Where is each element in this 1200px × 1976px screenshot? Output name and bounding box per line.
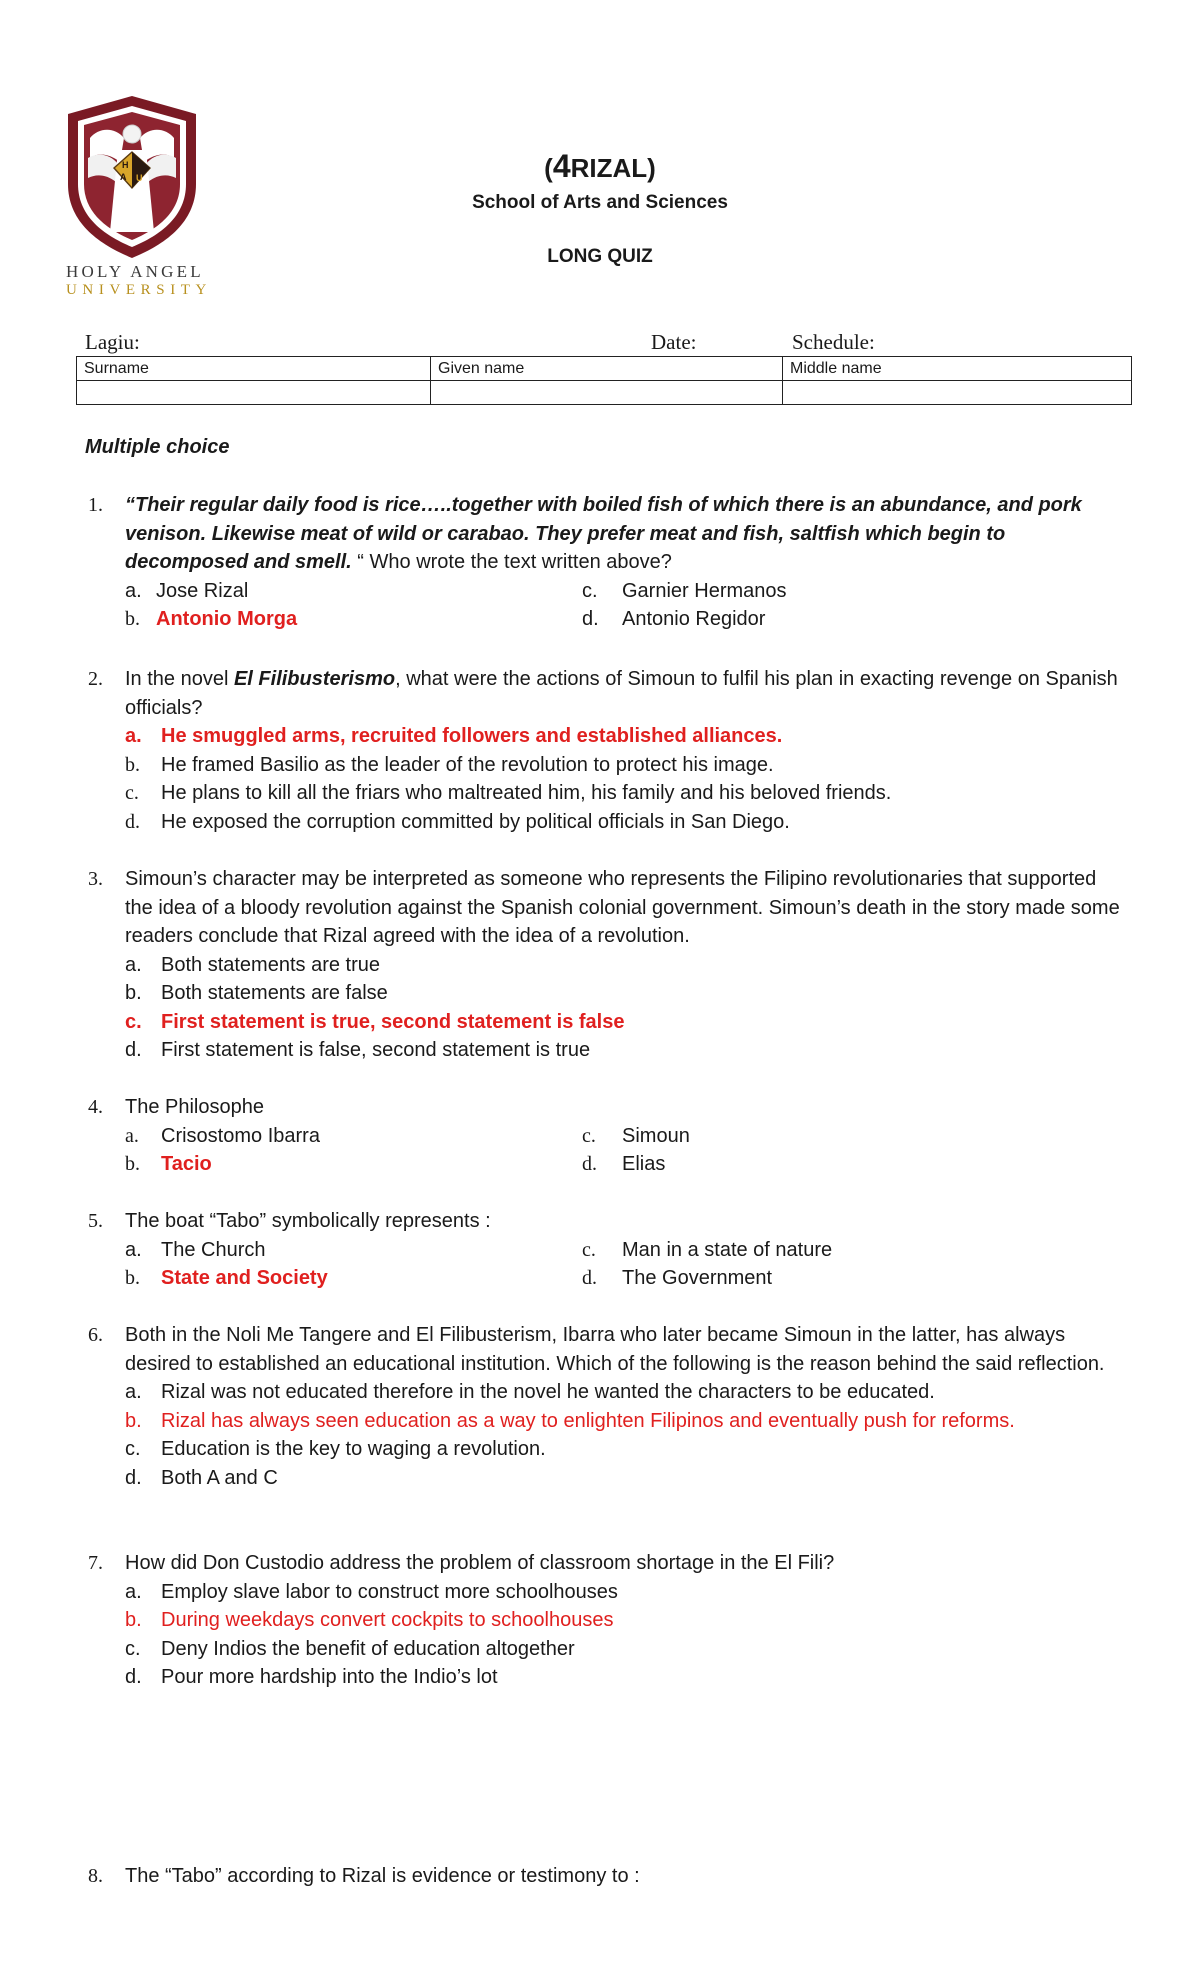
option-letter: c. <box>125 1438 141 1460</box>
question-1 <box>0 491 1200 634</box>
quiz-type: LONG QUIZ <box>547 246 653 267</box>
option-letter: c. <box>125 1637 141 1660</box>
title-number: 4 <box>552 148 571 184</box>
option-row <box>0 751 1200 780</box>
question-quote: “Their regular daily food is rice…..together with boiled fish of which there is an abundance, and pork venison. Likewise meat of wild or carabao. They prefer meat and fish, saltfish which begin to decomposed and smell. <box>125 494 1082 573</box>
option-row <box>0 1236 1200 1265</box>
option-text[interactable]: Employ slave labor to construct more schoolhouses <box>161 1580 618 1603</box>
option-text[interactable]: The Church <box>161 1238 266 1261</box>
date-label: Date: <box>651 330 697 354</box>
question-4 <box>0 1093 1200 1179</box>
course-title <box>0 148 1200 185</box>
option-letter: d. <box>125 1039 142 1061</box>
option-letter: a. <box>125 1238 142 1261</box>
option-text-answer[interactable]: State and Society <box>161 1267 328 1289</box>
option-letter: d. <box>125 1466 142 1489</box>
option-text[interactable]: Jose Rizal <box>156 579 249 602</box>
option-row <box>0 577 1200 606</box>
crest-letter-h: H <box>122 160 129 170</box>
option-letter: b. <box>125 1153 140 1175</box>
lagiu-label: Lagiu: <box>85 330 140 354</box>
option-text[interactable]: Deny Indios the benefit of education altogether <box>161 1637 575 1660</box>
question-text: Both in the Noli Me Tangere and El Filibusterism, Ibarra who later became Simoun in the latter, has always desired to established an educational institution. Which of the following is the reason behind the said reflection. <box>125 1324 1105 1375</box>
option-text[interactable]: Crisostomo Ibarra <box>161 1124 320 1147</box>
question-text <box>125 665 1125 722</box>
option-letter: a. <box>125 953 142 976</box>
option-text[interactable]: He exposed the corruption committed by political officials in San Diego. <box>161 810 790 833</box>
title-paren: ( <box>544 153 553 183</box>
option-row <box>0 1150 1200 1179</box>
question-number: 8. <box>88 1865 103 1887</box>
crest-letter-a: A <box>120 172 127 182</box>
option-letter: b. <box>125 753 140 776</box>
option-text-answer[interactable]: Antonio Morga <box>156 608 298 630</box>
question-text: The “Tabo” according to Rizal is evidence or testimony to : <box>125 1865 640 1887</box>
option-letter: d. <box>125 1666 142 1688</box>
question-text <box>125 491 1125 577</box>
question-text: The boat “Tabo” symbolically represents : <box>125 1210 491 1232</box>
middle-name-header: Middle name <box>783 357 1132 381</box>
option-text[interactable]: First statement is false, second statement is true <box>161 1039 591 1061</box>
option-row <box>0 779 1200 808</box>
question-8 <box>0 1862 1200 1891</box>
novel-title: El Filibusterismo <box>233 668 396 690</box>
question-number: 5. <box>88 1210 103 1232</box>
question-6 <box>0 1321 1200 1492</box>
option-letter: c. <box>125 1010 142 1033</box>
option-row <box>0 1606 1200 1635</box>
question-text-pre: In the novel <box>125 668 234 690</box>
middle-name-field[interactable] <box>783 381 1132 405</box>
option-letter: b. <box>125 608 140 630</box>
question-3 <box>0 865 1200 1065</box>
option-row <box>0 1264 1200 1293</box>
question-number: 4. <box>88 1096 103 1118</box>
option-row <box>0 1407 1200 1436</box>
option-row <box>0 722 1200 751</box>
option-letter: d. <box>582 608 599 630</box>
option-letter: c. <box>582 579 598 602</box>
given-name-header: Given name <box>431 357 783 381</box>
option-row <box>0 951 1200 980</box>
option-text[interactable]: Both A and C <box>161 1466 278 1489</box>
surname-field[interactable] <box>77 381 431 405</box>
option-letter: b. <box>125 1267 140 1289</box>
question-rest: “ Who wrote the text written above? <box>351 551 672 573</box>
option-letter: d. <box>582 1267 597 1289</box>
option-letter: d. <box>125 810 140 833</box>
option-letter: b. <box>125 1409 142 1432</box>
option-text-answer[interactable]: During weekdays convert cockpits to schoolhouses <box>161 1609 614 1631</box>
question-text: How did Don Custodio address the problem of classroom shortage in the El Fili? <box>125 1552 835 1574</box>
question-number: 6. <box>88 1324 103 1346</box>
option-text[interactable]: Antonio Regidor <box>622 608 766 630</box>
question-number: 3. <box>88 868 103 890</box>
school-name: School of Arts and Sciences <box>472 192 728 213</box>
option-row <box>0 1122 1200 1151</box>
logo-subtitle: UNIVERSITY <box>66 282 212 298</box>
option-row <box>0 1464 1200 1493</box>
option-letter: d. <box>582 1153 597 1175</box>
option-row <box>0 605 1200 634</box>
option-letter: b. <box>125 982 142 1004</box>
question-2 <box>0 665 1200 836</box>
option-row <box>0 979 1200 1008</box>
option-text[interactable]: Pour more hardship into the Indio’s lot <box>161 1666 498 1688</box>
student-info-labels <box>0 330 1200 356</box>
option-text[interactable]: Both statements are true <box>161 953 381 976</box>
option-text[interactable]: Rizal was not educated therefore in the novel he wanted the characters to be educated. <box>161 1381 935 1403</box>
question-text: Simoun’s character may be interpreted as someone who represents the Filipino revolutionaries that supported the idea of a bloody revolution against the Spanish colonial government. Simoun’s death in the story made some readers conclude that Rizal agreed with the idea of a revolution. <box>125 868 1120 947</box>
option-text[interactable]: Simoun <box>622 1124 690 1147</box>
option-letter: a. <box>125 1381 142 1403</box>
surname-header: Surname <box>77 357 431 381</box>
option-letter: c. <box>582 1238 596 1261</box>
option-text[interactable]: He framed Basilio as the leader of the revolution to protect his image. <box>161 753 774 776</box>
option-text[interactable]: He plans to kill all the friars who maltreated him, his family and his beloved friends. <box>161 782 892 804</box>
schedule-label: Schedule: <box>792 330 875 354</box>
title-text: RIZAL) <box>570 153 656 183</box>
question-7 <box>0 1549 1200 1692</box>
option-letter: a. <box>125 579 142 602</box>
option-text[interactable]: The Government <box>622 1267 773 1289</box>
question-number: 1. <box>88 494 103 516</box>
option-text[interactable]: Education is the key to waging a revolution. <box>161 1438 546 1460</box>
option-row <box>0 1663 1200 1692</box>
name-table <box>76 356 1132 405</box>
option-text-answer[interactable]: He smuggled arms, recruited followers and established alliances. <box>161 725 783 747</box>
option-letter: a. <box>125 1580 142 1603</box>
section-title: Multiple choice <box>85 436 230 458</box>
option-row <box>0 1635 1200 1664</box>
given-name-field[interactable] <box>431 381 783 405</box>
option-text-answer[interactable]: Tacio <box>161 1153 212 1175</box>
option-row <box>0 1036 1200 1065</box>
option-row <box>0 1435 1200 1464</box>
option-text[interactable]: Man in a state of nature <box>622 1238 833 1261</box>
option-row <box>0 1008 1200 1037</box>
option-text-answer[interactable]: First statement is true, second statement is false <box>161 1010 625 1033</box>
option-text-answer[interactable]: Rizal has always seen education as a way to enlighten Filipinos and eventually push for reforms. <box>161 1409 1015 1432</box>
option-letter: a. <box>125 725 142 747</box>
crest-letter-u: U <box>136 173 143 183</box>
question-number: 2. <box>88 668 103 690</box>
question-5 <box>0 1207 1200 1293</box>
option-text[interactable]: Elias <box>622 1153 666 1175</box>
option-letter: c. <box>582 1124 596 1147</box>
question-text: The Philosophe <box>125 1096 264 1118</box>
logo-name: HOLY ANGEL <box>66 262 204 281</box>
option-letter: a. <box>125 1124 139 1147</box>
question-text-post: , what were the actions of Simoun to fulfil his plan in exacting revenge on Spanish officials? <box>125 668 1118 719</box>
option-row <box>0 808 1200 837</box>
option-text[interactable]: Garnier Hermanos <box>622 579 787 602</box>
option-row <box>0 1578 1200 1607</box>
option-letter: b. <box>125 1609 142 1631</box>
option-row <box>0 1378 1200 1407</box>
option-letter: c. <box>125 782 139 804</box>
option-text[interactable]: Both statements are false <box>161 982 388 1004</box>
question-number: 7. <box>88 1552 103 1574</box>
